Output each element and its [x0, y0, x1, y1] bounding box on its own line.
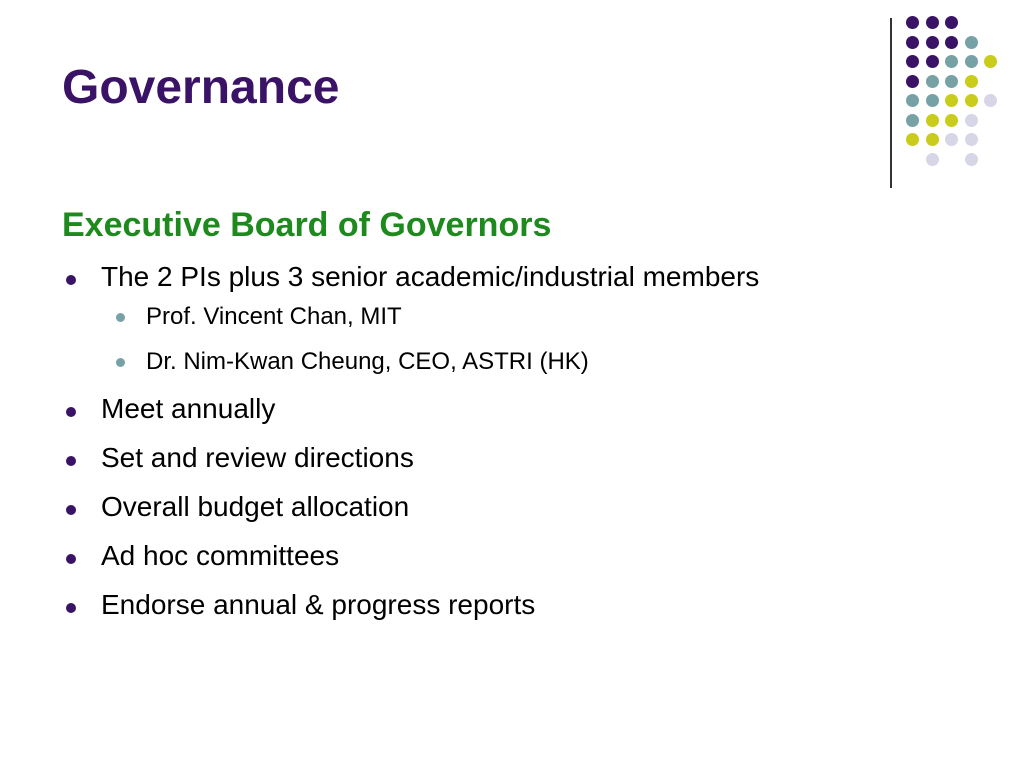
decorative-dot-grid [906, 16, 1006, 166]
decorative-dot [926, 133, 939, 146]
decorative-dot [965, 75, 978, 88]
bullet-marker-icon [66, 603, 76, 613]
decorative-dot [945, 36, 958, 49]
bullet-item [62, 439, 962, 477]
decorative-dot [906, 36, 919, 49]
sub-bullet-list [101, 300, 962, 378]
sub-bullet-item [101, 345, 962, 378]
decorative-dot [906, 94, 919, 107]
decorative-dot [926, 75, 939, 88]
bullet-item [62, 586, 962, 624]
slide-subtitle: Executive Board of Governors [62, 206, 552, 244]
decorative-dot [965, 153, 978, 166]
bullet-marker-icon [66, 407, 76, 417]
decorative-dot [965, 114, 978, 127]
sub-bullet-marker-icon [116, 313, 125, 322]
decorative-dot [965, 36, 978, 49]
decorative-dot [926, 55, 939, 68]
decorative-dot [926, 36, 939, 49]
decorative-dot [945, 133, 958, 146]
bullet-item [62, 488, 962, 526]
decorative-dot [965, 55, 978, 68]
decorative-dot [906, 75, 919, 88]
bullet-marker-icon [66, 275, 76, 285]
bullet-text: Set and review directions [101, 442, 414, 473]
bullet-marker-icon [66, 456, 76, 466]
bullet-text: Meet annually [101, 393, 276, 424]
slide-title: Governance [62, 61, 340, 114]
sub-bullet-marker-icon [116, 358, 125, 367]
decorative-dot [945, 75, 958, 88]
bullet-item [62, 258, 962, 378]
decorative-dot [965, 133, 978, 146]
sub-bullet-text: Prof. Vincent Chan, MIT [146, 303, 402, 330]
bullet-text: Ad hoc committees [101, 540, 340, 571]
sub-bullet-item [101, 300, 962, 333]
title-divider-line [890, 18, 892, 188]
decorative-dot [945, 55, 958, 68]
decorative-dot [926, 114, 939, 127]
decorative-dot [984, 94, 997, 107]
bullet-marker-icon [66, 554, 76, 564]
decorative-dot [926, 16, 939, 29]
decorative-dot [906, 114, 919, 127]
decorative-dot [965, 94, 978, 107]
decorative-dot [926, 94, 939, 107]
bullet-item [62, 390, 962, 428]
sub-bullet-text: Dr. Nim-Kwan Cheung, CEO, ASTRI (HK) [146, 348, 589, 375]
bullet-marker-icon [66, 505, 76, 515]
bullet-text: The 2 PIs plus 3 senior academic/industrial members [101, 261, 760, 292]
decorative-dot [945, 114, 958, 127]
decorative-dot [906, 133, 919, 146]
decorative-dot [906, 55, 919, 68]
decorative-dot [945, 16, 958, 29]
decorative-dot [906, 16, 919, 29]
bullet-list [62, 258, 962, 635]
decorative-dot [926, 153, 939, 166]
bullet-text: Overall budget allocation [101, 491, 410, 522]
decorative-dot [984, 55, 997, 68]
decorative-dot [945, 94, 958, 107]
bullet-text: Endorse annual & progress reports [101, 589, 536, 620]
bullet-item [62, 537, 962, 575]
